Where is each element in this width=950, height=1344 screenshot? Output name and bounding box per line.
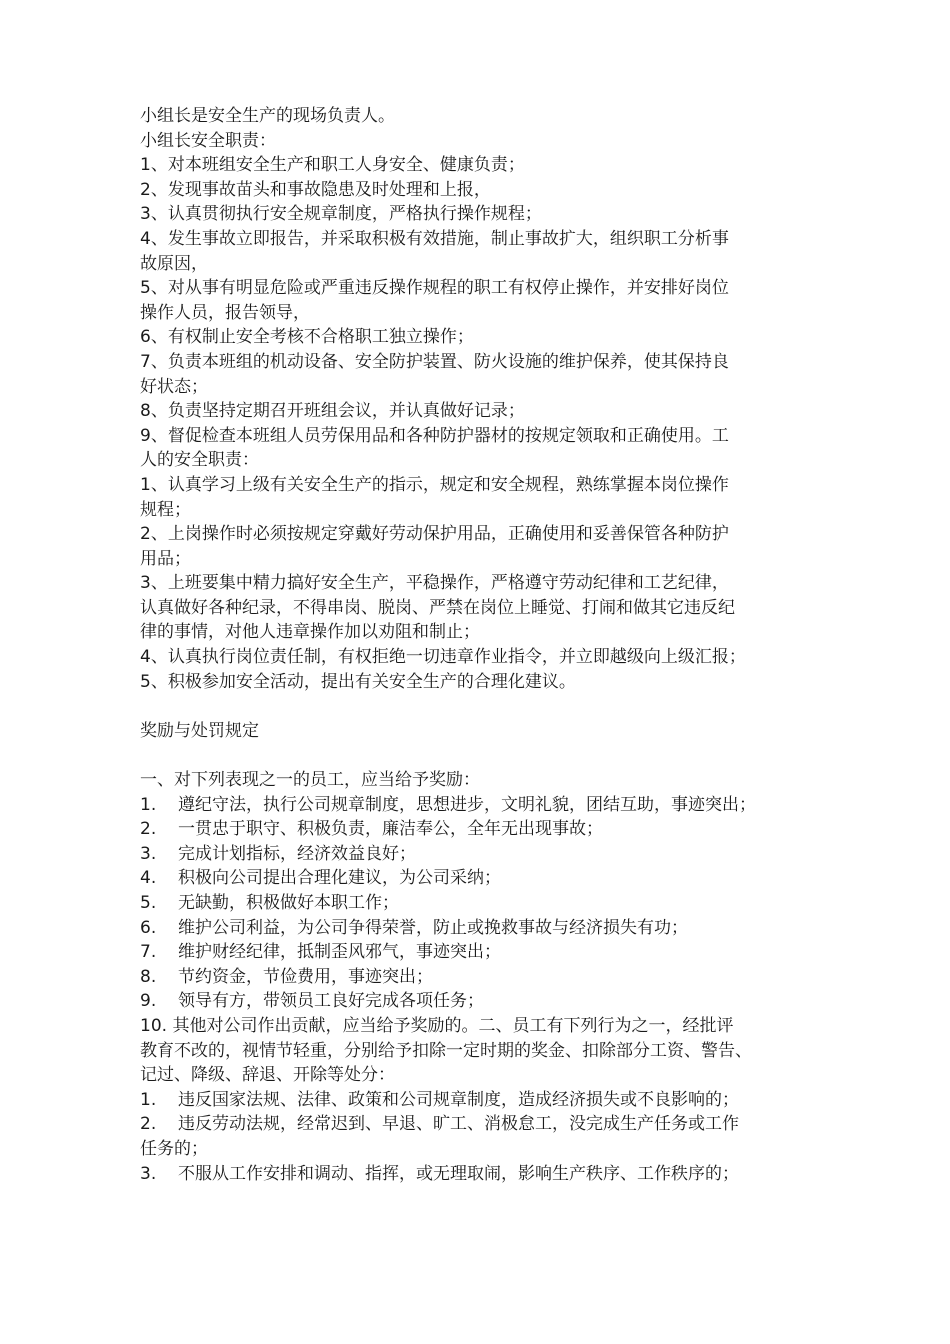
worker-duty-line: 规程； [140, 499, 191, 520]
item-text: 违反劳动法规，经常迟到、早退、旷工、消极怠工，没完成生产任务或工作 [178, 1114, 739, 1135]
reward-item [140, 916, 830, 941]
item-number: 4. [140, 868, 157, 889]
penalties-list [140, 1088, 830, 1186]
item-text: 不服从工作安排和调动、指挥，或无理取闹，影响生产秩序、工作秩序的； [178, 1163, 739, 1184]
item-text: 违反国家法规、法律、政策和公司规章制度，造成经济损失或不良影响的； [178, 1089, 739, 1110]
item-number: 5. [140, 893, 157, 913]
item-number: 1. [140, 794, 157, 815]
item-number: 7. [140, 942, 157, 963]
worker-duty-line: 5、积极参加安全活动，提出有关安全生产的合理化建议。 [140, 671, 576, 692]
item-text: 维护公司利益，为公司争得荣誉，防止或挽救事故与经济损失有功； [178, 917, 688, 938]
reward-item [140, 940, 830, 965]
worker-duty-line: 3、上班要集中精力搞好安全生产，平稳操作，严格遵守劳动纪律和工艺纪律， [140, 573, 729, 594]
reward-item [140, 965, 830, 990]
reward-item [140, 817, 830, 842]
worker-duty-line: 2、上岗操作时必须按规定穿戴好劳动保护用品，正确使用和妥善保管各种防护 [140, 524, 729, 545]
item-text: 任务的； [140, 1138, 208, 1159]
leader-duty-line: 人的安全职责： [140, 450, 259, 471]
item-number: 9. [140, 991, 157, 1012]
item-text: 无缺勤，积极做好本职工作； [178, 893, 399, 913]
leader-duty-line: 9、督促检查本班组人员劳保用品和各种防护器材的按规定领取和正确使用。工 [140, 425, 729, 446]
reward-item [140, 989, 830, 1014]
leader-duty-line: 8、负责坚持定期召开班组会议，并认真做好记录； [140, 401, 525, 422]
item-text: 节约资金，节俭费用，事迹突出； [178, 966, 433, 987]
item-text: 一贯忠于职守、积极负责，廉洁奉公，全年无出现事故； [178, 819, 603, 840]
item-text: 完成计划指标，经济效益良好； [178, 843, 416, 864]
worker-duty-line: 认真做好各种纪录，不得串岗、脱岗、严禁在岗位上睡觉、打闹和做其它违反纪 [140, 597, 735, 618]
penalty-item [140, 1088, 830, 1113]
leader-duty-line: 5、对从事有明显危险或严重违反操作规程的职工有权停止操作，并安排好岗位 [140, 278, 729, 299]
spacer [140, 743, 830, 768]
penalty-item [140, 1112, 830, 1137]
leader-duty-line: 6、有权制止安全考核不合格职工独立操作； [140, 327, 474, 348]
item-text: 维护财经纪律，抵制歪风邪气，事迹突出； [178, 942, 501, 963]
worker-duty-line: 4、认真执行岗位责任制，有权拒绝一切违章作业指令，并立即越级向上级汇报； [140, 647, 746, 668]
reward-10-line: 教育不改的，视情节轻重，分别给予扣除一定时期的奖金、扣除部分工资、警告、 [140, 1040, 752, 1061]
item-number: 1. [140, 1089, 157, 1110]
item-number: 3. [140, 843, 157, 864]
document-body [140, 104, 830, 1186]
reward-item [140, 793, 830, 818]
leader-duty-line: 3、认真贯彻执行安全规章制度，严格执行操作规程； [140, 204, 542, 225]
leader-duty-line: 操作人员，报告领导， [140, 302, 310, 323]
worker-duties-list [140, 473, 830, 694]
leader-duties-list [140, 153, 830, 473]
item-text: 遵纪守法，执行公司规章制度，思想进步，文明礼貌，团结互助，事迹突出； [178, 794, 756, 815]
rewards-list [140, 793, 830, 1014]
reward-item [140, 891, 830, 916]
reward-item [140, 866, 830, 891]
worker-duty-line: 律的事情，对他人违章操作加以劝阻和制止； [140, 622, 480, 643]
reward-10-line: 10. 其他对公司作出贡献，应当给予奖励的。二、员工有下列行为之一，经批评 [140, 1015, 734, 1036]
leader-duty-line: 2、发现事故苗头和事故隐患及时处理和上报， [140, 179, 491, 200]
reward-10-line: 记过、降级、辞退、开除等处分： [140, 1065, 395, 1086]
reward-item [140, 842, 830, 867]
leader-duty-line: 7、负责本班组的机动设备、安全防护装置、防火设施的维护保养，使其保持良 [140, 351, 729, 372]
worker-duty-line: 用品； [140, 548, 191, 569]
spacer [140, 694, 830, 719]
leader-duty-line: 1、对本班组安全生产和职工人身安全、健康负责； [140, 155, 525, 176]
worker-duty-line: 1、认真学习上级有关安全生产的指示，规定和安全规程，熟练掌握本岗位操作 [140, 474, 729, 495]
reward-10-paragraph [140, 1014, 830, 1088]
leader-duties-heading: 小组长安全职责： [140, 130, 276, 151]
leader-duty-line: 4、发生事故立即报告，并采取积极有效措施，制止事故扩大，组织职工分析事 [140, 228, 729, 249]
intro-paragraph: 小组长是安全生产的现场负责人。 [140, 106, 395, 126]
item-text: 积极向公司提出合理化建议，为公司采纳； [178, 868, 501, 889]
item-text: 领导有方，带领员工良好完成各项任务； [178, 991, 484, 1012]
rewards-intro: 一、对下列表现之一的员工，应当给予奖励： [140, 770, 480, 791]
item-number: 6. [140, 917, 157, 938]
leader-duty-line: 故原因， [140, 253, 208, 274]
section-title: 奖励与处罚规定 [140, 720, 259, 741]
penalty-item [140, 1162, 830, 1187]
item-number: 2. [140, 1114, 157, 1135]
item-number: 8. [140, 966, 157, 987]
item-number: 3. [140, 1163, 157, 1184]
item-number: 2. [140, 819, 157, 840]
penalty-item [140, 1137, 830, 1162]
leader-duty-line: 好状态； [140, 376, 208, 397]
